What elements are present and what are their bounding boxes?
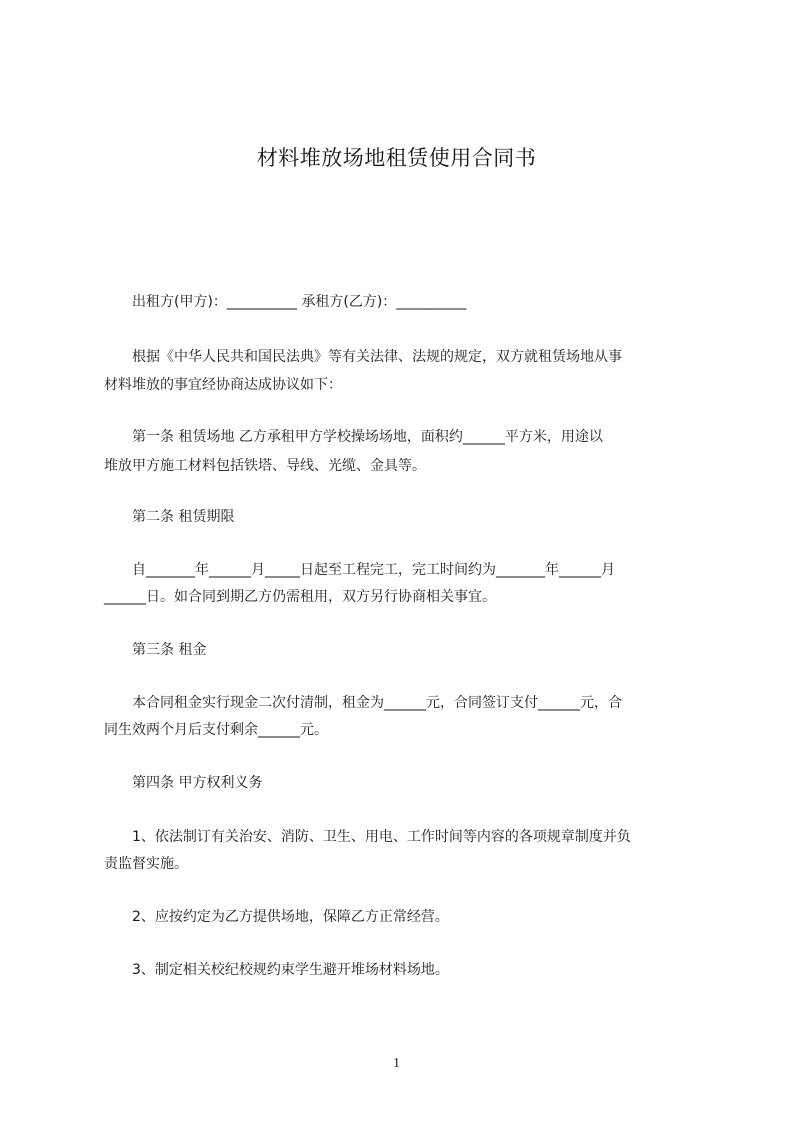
preamble-line-2: 材料堆放的事宜经协商达成协议如下：	[104, 377, 342, 393]
article-3-heading: 第三条 租金	[104, 642, 207, 658]
article-3-line-1: 本合同租金实行现金二次付清制，租金为______元，合同签订支付______元，合	[104, 695, 622, 711]
article-4-item-1-line-1: 1、依法制订有关治安、消防、卫生、用电、工作时间等内容的各项规章制度并负	[104, 829, 631, 845]
article-4-item-3: 3、制定相关校纪校规约束学生避开堆场材料场地。	[104, 962, 449, 978]
page-number: 1	[393, 1056, 400, 1071]
article-2-line-2: ______日。如合同到期乙方仍需租用，双方另行协商相关事宜。	[104, 589, 496, 605]
article-2-heading: 第二条 租赁期限	[104, 509, 235, 525]
article-4-heading: 第四条 甲方权利义务	[104, 775, 263, 791]
article-2-line-1: 自_______年______月_____日起至工程完工，完工时间约为_______年______月	[104, 562, 615, 578]
article-1-line-2: 堆放甲方施工材料包括铁塔、导线、光缆、金具等。	[104, 458, 426, 474]
preamble-line-1: 根据《中华人民共和国民法典》等有关法律、法规的规定，双方就租赁场地从事	[104, 349, 622, 365]
article-3-line-2: 同生效两个月后支付剩余______元。	[104, 722, 328, 738]
article-1-line-1: 第一条 租赁场地 乙方承租甲方学校操场场地，面积约______平方米，用途以	[104, 429, 603, 445]
article-4-item-1-line-2: 责监督实施。	[104, 856, 188, 872]
document-title: 材料堆放场地租赁使用合同书	[256, 146, 537, 170]
article-4-item-2: 2、应按约定为乙方提供场地，保障乙方正常经营。	[104, 909, 449, 925]
parties-line: 出租方(甲方)：__________ 承租方(乙方)：__________	[104, 294, 467, 310]
